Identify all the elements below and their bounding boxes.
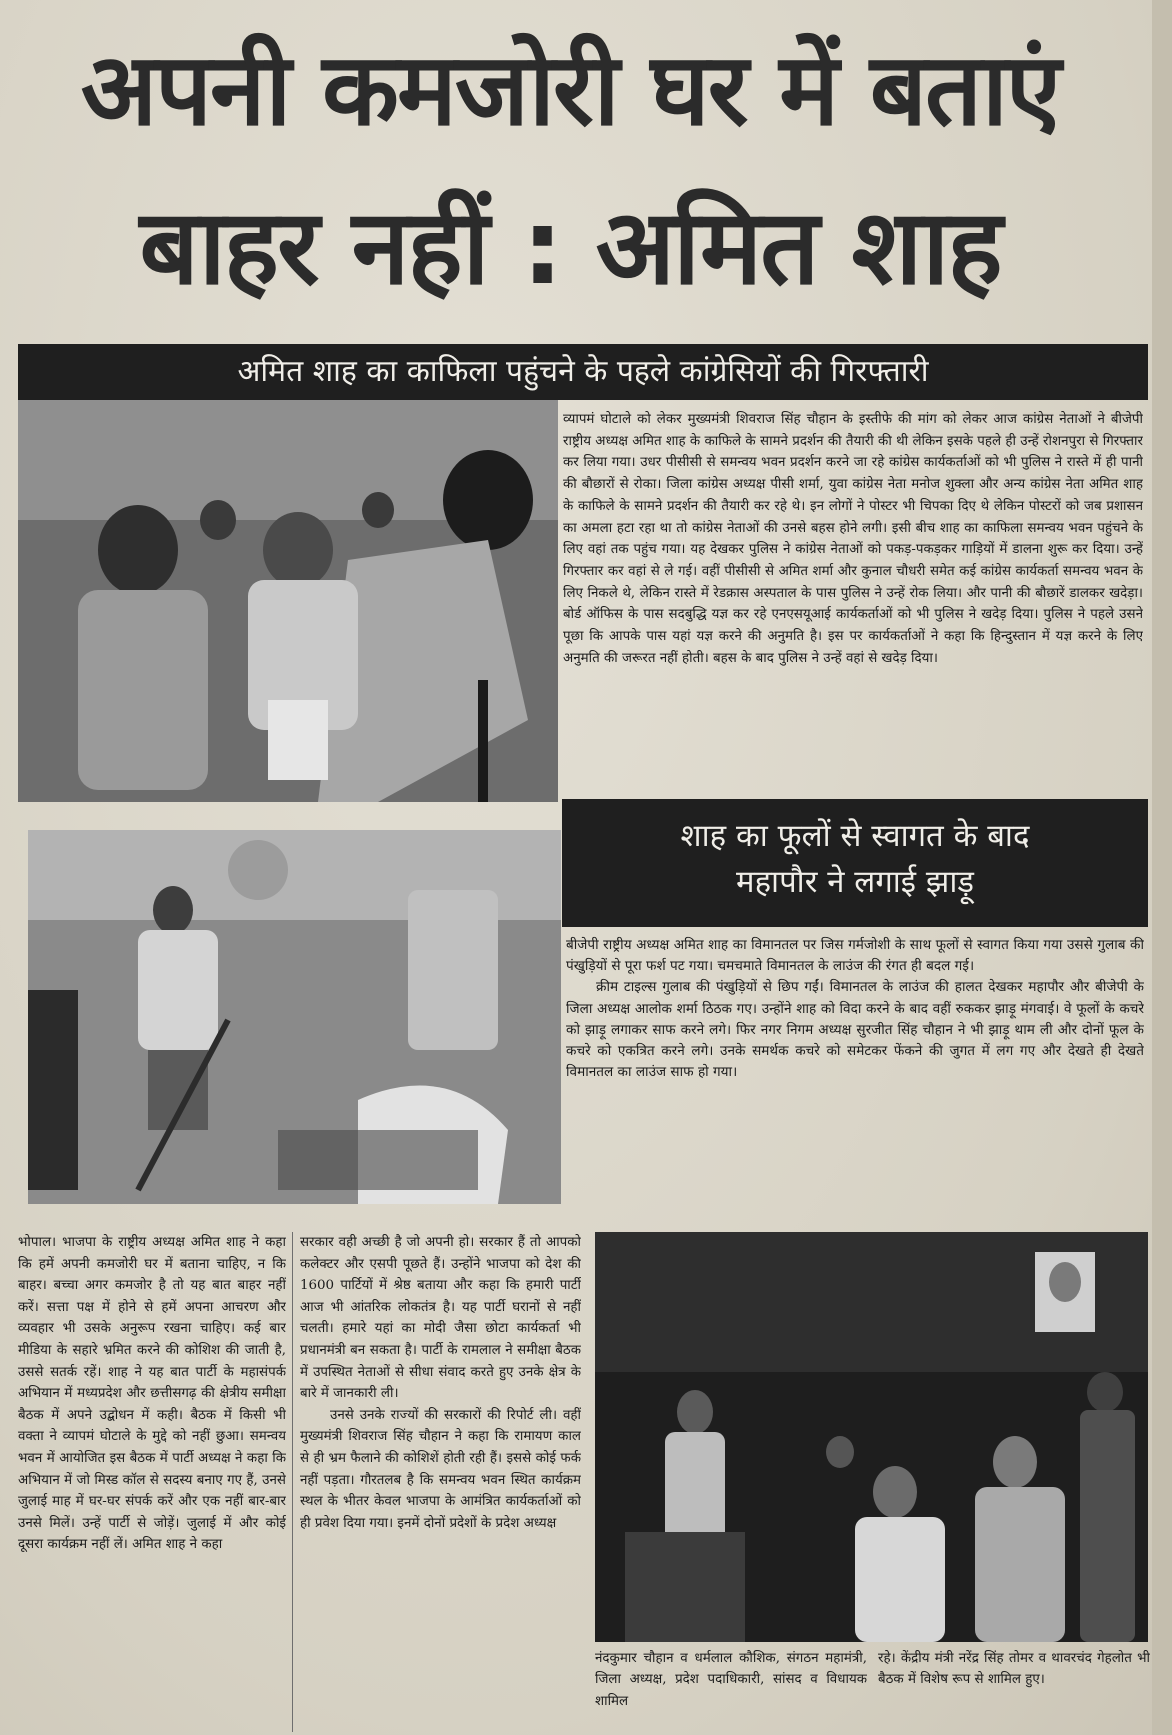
story2-banner-line-2: महापौर ने लगाई झाड़ू: [736, 864, 974, 900]
photo-caption-left: नंदकुमार चौहान व धर्मलाल कौशिक, संगठन महामंत्री, जिला अध्यक्ष, प्रदेश पदाधिकारी, सांसद व विधायक शामिल: [595, 1651, 867, 1709]
headline-line-1: अपनी कमजोरी घर में बताएं: [80, 31, 1060, 148]
column-divider: [292, 1232, 293, 1732]
headline-line-2: बाहर नहीं : अमित शाह: [139, 186, 1001, 308]
photo-caption-right: रहे। केंद्रीय मंत्री नरेंद्र सिंह तोमर व थावरचंद गेहलोत भी बैठक में विशेष रूप से शामिल हुए।: [878, 1651, 1150, 1688]
story2-paragraph-2: क्रीम टाइल्स गुलाब की पंखुड़ियों से छिप गईं। विमानतल के लाउंज की हालत देखकर महापौर और बीजेपी के जिला अध्यक्ष आलोक शर्मा ठिठक गए। उन्होंने शाह को विदा करने के बाद वहीं रुककर झाड़ू मंगवाई। वे फूलों के कचरे को झाड़ू लगाकर साफ करने लगे। फिर नगर निगम अध्यक्ष सुरजीत सिंह चौहान ने भी झाड़ू थाम ली और दोनों फूल के कचरे को एकत्रित करने लगे। उनके समर्थक कचरे को समेटकर फेंकने की जुगत में लग गए और देखते ही देखते विमानतल का लाउंज साफ हो गया।: [566, 979, 1144, 1081]
meeting-stage-photo: [595, 1232, 1148, 1642]
mayor-sweeping-photo: [28, 830, 561, 1204]
story2-banner-line-1: शाह का फूलों से स्वागत के बाद: [680, 818, 1030, 854]
story1-banner: अमित शाह का काफिला पहुंचने के पहले कांग्रेसियों की गिरफ्तारी: [18, 344, 1148, 400]
main-story-column-1: भोपाल। भाजपा के राष्ट्रीय अध्यक्ष अमित शाह ने कहा कि हमें अपनी कमजोरी घर में बताना चाहिए, न कि बाहर। बच्चा अगर कमजोर है तो यह बात बाहर नहीं करें। सत्ता पक्ष में होने से हमें अपना आचरण और व्यवहार भी उसके अनुरूप रखना चाहिए। कई बार मीडिया के सहारे भ्रमित करने की कोशिश की जाती है, उससे सतर्क रहें। शाह ने यह बात पार्टी के महासंपर्क अभियान में मध्यप्रदेश और छत्तीसगढ़ की क्षेत्रीय समीक्षा बैठक में अपने उद्बोधन में कही। बैठक में किसी भी वक्ता ने व्यापमं घोटाले के मुद्दे को नहीं छुआ। समन्वय भवन में आयोजित इस बैठक में पार्टी अध्यक्ष ने कहा कि अभियान में जो मिस्ड कॉल से सदस्य बनाए गए हैं, उनसे जुलाई माह में घर-घर संपर्क करें और एक नहीं बार-बार उनसे मिलें। उन्हें पार्टी से जोड़ें। जुलाई में और कोई दूसरा कार्यक्रम नहीं लें। अमित शाह ने कहा: [18, 1235, 286, 1553]
story2-banner: [562, 799, 1148, 927]
main-story-column-2-paragraph-2: उनसे उनके राज्यों की सरकारों की रिपोर्ट ली। वहीं मुख्यमंत्री शिवराज सिंह चौहान ने कहा कि रामायण काल से ही भ्रम फैलाने की कोशिशें होती रही हैं। इससे कोई फर्क नहीं पड़ता। गौरतलब है कि समन्वय भवन स्थित कार्यक्रम स्थल के भीतर केवल भाजपा के आमंत्रित कार्यकर्ताओं को ही प्रवेश दिया गया। इनमें दोनों प्रदेशों के प्रदेश अध्यक्ष: [300, 1407, 581, 1531]
story1-body: व्यापमं घोटाले को लेकर मुख्यमंत्री शिवराज सिंह चौहान के इस्तीफे की मांग को लेकर आज कांग्रेस नेताओं ने बीजेपी राष्ट्रीय अध्यक्ष अमित शाह के काफिले के सामने प्रदर्शन की तैयारी की थी लेकिन इसके पहले ही उन्हें रोशनपुरा से गिरफ्तार कर लिया गया। उधर पीसीसी से समन्वय भवन प्रदर्शन करने जा रहे कांग्रेस कार्यकर्ताओं को भी पुलिस ने रास्ते में ही पानी की बौछारों से रोका। जिला कांग्रेस अध्यक्ष पीसी शर्मा, युवा कांग्रेस नेता मनोज शुक्ला और अन्य कांग्रेस नेता अमित शाह के काफिले के सामने प्रदर्शन की तैयारी कर रहे थे। इन लोगों ने पोस्टर भी चिपका दिए थे लेकिन पोस्टरों को जब प्रशासन का अमला हटा रहा था तो कांग्रेस नेताओं की उनसे बहस होने लगी। इसी बीच शाह का काफिला समन्वय भवन पहुंचने के लिए वहां तक पहुंच गया। यह देखकर पुलिस ने कांग्रेस नेताओं को पकड़-पकड़कर गाड़ियों में डालना शुरू कर दिया। उन्हें गिरफ्तार कर वहां से ले गई। वहीं पीसीसी से अमित शर्मा और कुनाल चौधरी समेत कई कांग्रेस कार्यकर्ता समन्वय भवन के लिए निकले थे, लेकिन रास्ते में रेडक्रास अस्पताल के पास पुलिस ने उन्हें रोक लिया। और पानी की बौछारें डालकर खदेड़ा। बोर्ड ऑफिस के पास सदबुद्धि यज्ञ कर रहे एनएसयूआई कार्यकर्ताओं को भी पुलिस ने खदेड़ दिया। पुलिस ने पहले उसने पूछा कि आपके पास यहां यज्ञ करने की अनुमति है। इस पर कार्यकर्ताओं ने कहा कि हिन्दुस्तान में यज्ञ करने के लिए अनुमति की जरूरत नहीं होती। बहस के बाद पुलिस ने उन्हें वहां से खदेड़ दिया।: [563, 412, 1143, 666]
main-story-column-2: [300, 1232, 581, 1732]
story2-paragraph-1: बीजेपी राष्ट्रीय अध्यक्ष अमित शाह का विमानतल पर जिस गर्मजोशी के साथ फूलों से स्वागत किया गया उससे गुलाब की पंखुड़ियों से पूरा फर्श पट गया। चमचमाते विमानतल के लाउंज की रंगत ही बदल गई।: [566, 937, 1144, 975]
protest-arrest-photo: [18, 400, 558, 802]
adjacent-page-edge: [1152, 0, 1172, 1735]
main-story-column-2-paragraph-1: सरकार वही अच्छी है जो अपनी हो। सरकार हैं तो आपको कलेक्टर और एसपी पूछते हैं। उन्होंने भाजपा को देश की 1600 पार्टियों में श्रेष्ठ बताया और कहा कि हमारी पार्टी आज भी आंतरिक लोकतंत्र है। यह पार्टी घरानों से नहीं चलती। हमारे यहां का मोदी जैसा छोटा कार्यकर्ता भी प्रधानमंत्री बन सकता है। पार्टी के रामलाल ने समीक्षा बैठक में उपस्थित नेताओं से सीधा संवाद करते हुए उनके क्षेत्र के बारे में जानकारी ली।: [300, 1235, 581, 1402]
story2-body: [566, 935, 1144, 1205]
